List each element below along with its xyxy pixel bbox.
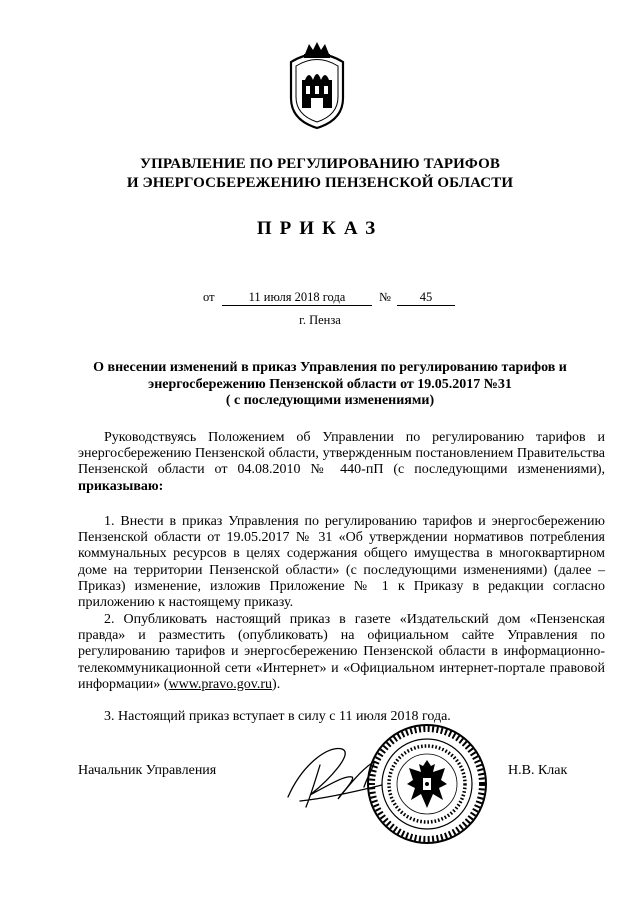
item-2-end: ). — [272, 676, 281, 692]
item-3-paragraph — [78, 709, 605, 725]
subject-line2: энергосбережению Пензенской области от 19.05.2017 №31 — [148, 376, 512, 392]
item-2-text: 2. Опубликовать настоящий приказ в газете «Издательский дом «Пензенская правда» и разместить (опубликовать) на официальном сайте Управления по регулированию тарифов и энергосбережению Пензенской области в информационно-телекоммуникационной сети «Интернет» и «Официальном интернет-портале правовой информации» ( — [78, 612, 605, 692]
date-prefix: от — [203, 290, 215, 304]
preamble-text: Руководствуясь Положением об Управлении по регулированию тарифов и энергосбережению Пензенской области, утвержденным постановлением Правительства Пензенской области от 04.08.2010 № 440-пП (с последующими изменениями), — [78, 430, 605, 478]
subject-line3: ( с последующими изменениями) — [225, 393, 435, 408]
item-1-paragraph — [78, 514, 605, 611]
signatory-title: Начальник Управления — [78, 763, 217, 778]
coat-of-arms-icon — [283, 40, 351, 130]
agency-name-line2: И ЭНЕРГОСБЕРЕЖЕНИЮ ПЕНЗЕНСКОЙ ОБЛАСТИ — [126, 175, 514, 191]
pravo-gov-link[interactable]: www.pravo.gov.ru — [168, 676, 273, 692]
subject-line1: О внесении изменений в приказ Управления по регулированию тарифов и — [93, 360, 567, 375]
item-1-text: 1. Внести в приказ Управления по регулированию тарифов и энергосбережению Пензенской области от 19.05.2017 № 31 «Об утверждении нормативов потребления коммунальных ресурсов в целях содержания общего имущества в многоквартирном доме на территории Пензенской области» (с последующими изменениями) (далее – Приказ) изменение, изложив Приложение № 1 к Приказу в редакции согласно приложению к настоящему приказу. — [78, 514, 605, 611]
preamble-paragraph — [78, 430, 605, 495]
document-subject — [70, 360, 590, 410]
agency-name-line1: УПРАВЛЕНИЕ ПО РЕГУЛИРОВАНИЮ ТАРИФОВ — [140, 156, 500, 172]
preamble-order-word: приказываю: — [78, 478, 164, 494]
number-prefix: № — [379, 290, 391, 304]
city-label: г. Пенза — [299, 313, 341, 327]
document-date: 11 июля 2018 года — [222, 290, 372, 306]
item-3-text: 3. Настоящий приказ вступает в силу с 11 июля 2018 года. — [104, 709, 451, 724]
handwritten-signature-icon — [280, 735, 390, 815]
signatory-name: Н.В. Клак — [508, 763, 568, 778]
item-2-paragraph — [78, 612, 605, 693]
document-number: 45 — [397, 290, 455, 306]
document-type-title: ПРИКАЗ — [256, 218, 384, 239]
